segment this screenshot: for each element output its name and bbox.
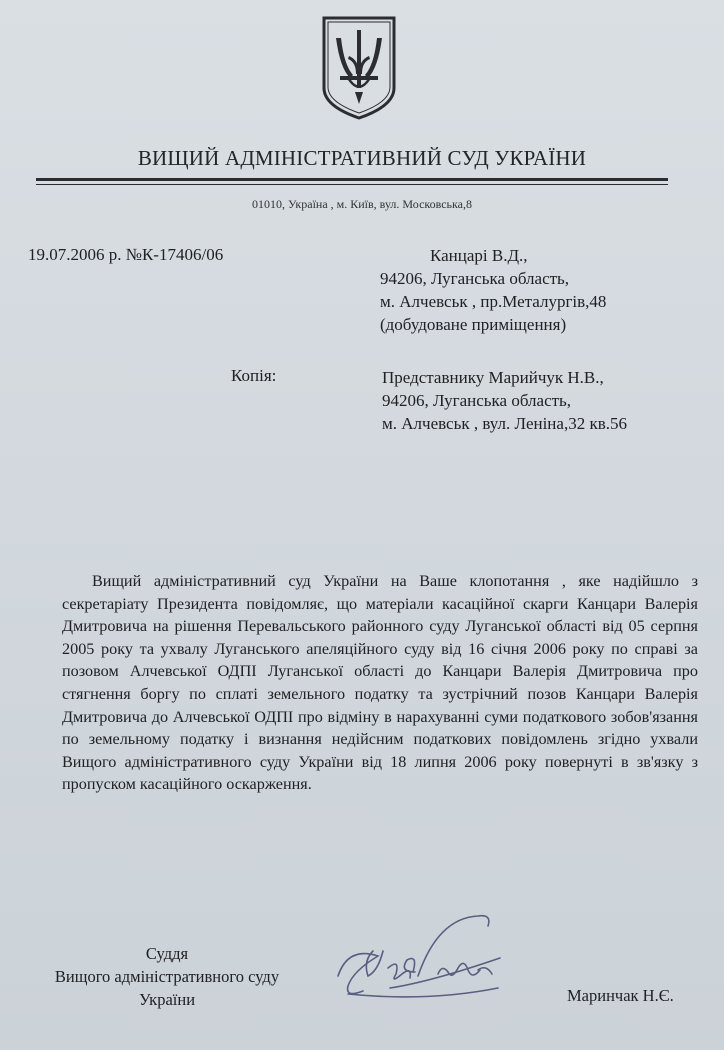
recipient-block bbox=[380, 244, 606, 336]
date-and-reference-number: 19.07.2006 р. №К-17406/06 bbox=[28, 245, 224, 264]
judge-title-line: України bbox=[138, 990, 196, 1009]
copy-label: Копія: bbox=[231, 366, 277, 385]
recipient-address-line: (добудоване приміщення) bbox=[380, 315, 567, 334]
judge-title-block bbox=[32, 942, 302, 1011]
header-divider-thick bbox=[36, 178, 668, 181]
recipient-address-line: м. Алчевськ , пр.Металургів,48 bbox=[380, 292, 607, 311]
handwritten-signature bbox=[318, 906, 548, 1016]
copy-recipient-name: Представнику Марийчук Н.В., bbox=[382, 368, 604, 387]
recipient-address-line: 94206, Луганська область, bbox=[380, 269, 570, 288]
copy-recipient-block bbox=[380, 366, 627, 435]
copy-address-line: м. Алчевськ , вул. Леніна,32 кв.56 bbox=[382, 414, 627, 433]
letter-body bbox=[62, 570, 698, 796]
recipient-name: Канцарі В.Д., bbox=[430, 246, 528, 265]
judge-title-line: Суддя bbox=[145, 944, 189, 963]
court-name-heading: ВИЩИЙ АДМІНІСТРАТИВНИЙ СУД УКРАЇНИ bbox=[137, 146, 587, 170]
trident-coat-of-arms-icon bbox=[318, 14, 400, 122]
copy-address-line: 94206, Луганська область, bbox=[382, 391, 572, 410]
signer-name: Маринчак Н.Є. bbox=[567, 986, 674, 1005]
judge-title-line: Вищого адміністративного суду bbox=[54, 967, 280, 986]
header-divider-thin bbox=[36, 184, 668, 185]
body-paragraph: Вищий адміністративний суд України на Ваше клопотання , яке надійшло з секретаріату Президента повідомляє, що матеріали касаційної скарги Канцари Валерія Дмитровича на рішення Перевальського районного суду Луганської області від 05 серпня 2005 року та ухвалу Луганського апеляційного суду від 16 січня 2006 року по справі за позовом Алчевської ОДПІ Луганської області до Канцари Валерія Дмитровича про стягнення боргу по сплаті земельного податку та зустрічний позов Канцари Валерія Дмитровича до Алчевської ОДПІ про відміну в нарахуванні суми податкового зобов'язання по земельному податку і визнання недійсним податкових повідомлень згідно ухвали Вищого адміністративного суду України від 18 липня 2006 року повернуті в зв'язку з пропуском касаційного оскарження. bbox=[62, 572, 698, 794]
court-address: 01010, Україна , м. Київ, вул. Московська,8 bbox=[251, 197, 472, 211]
